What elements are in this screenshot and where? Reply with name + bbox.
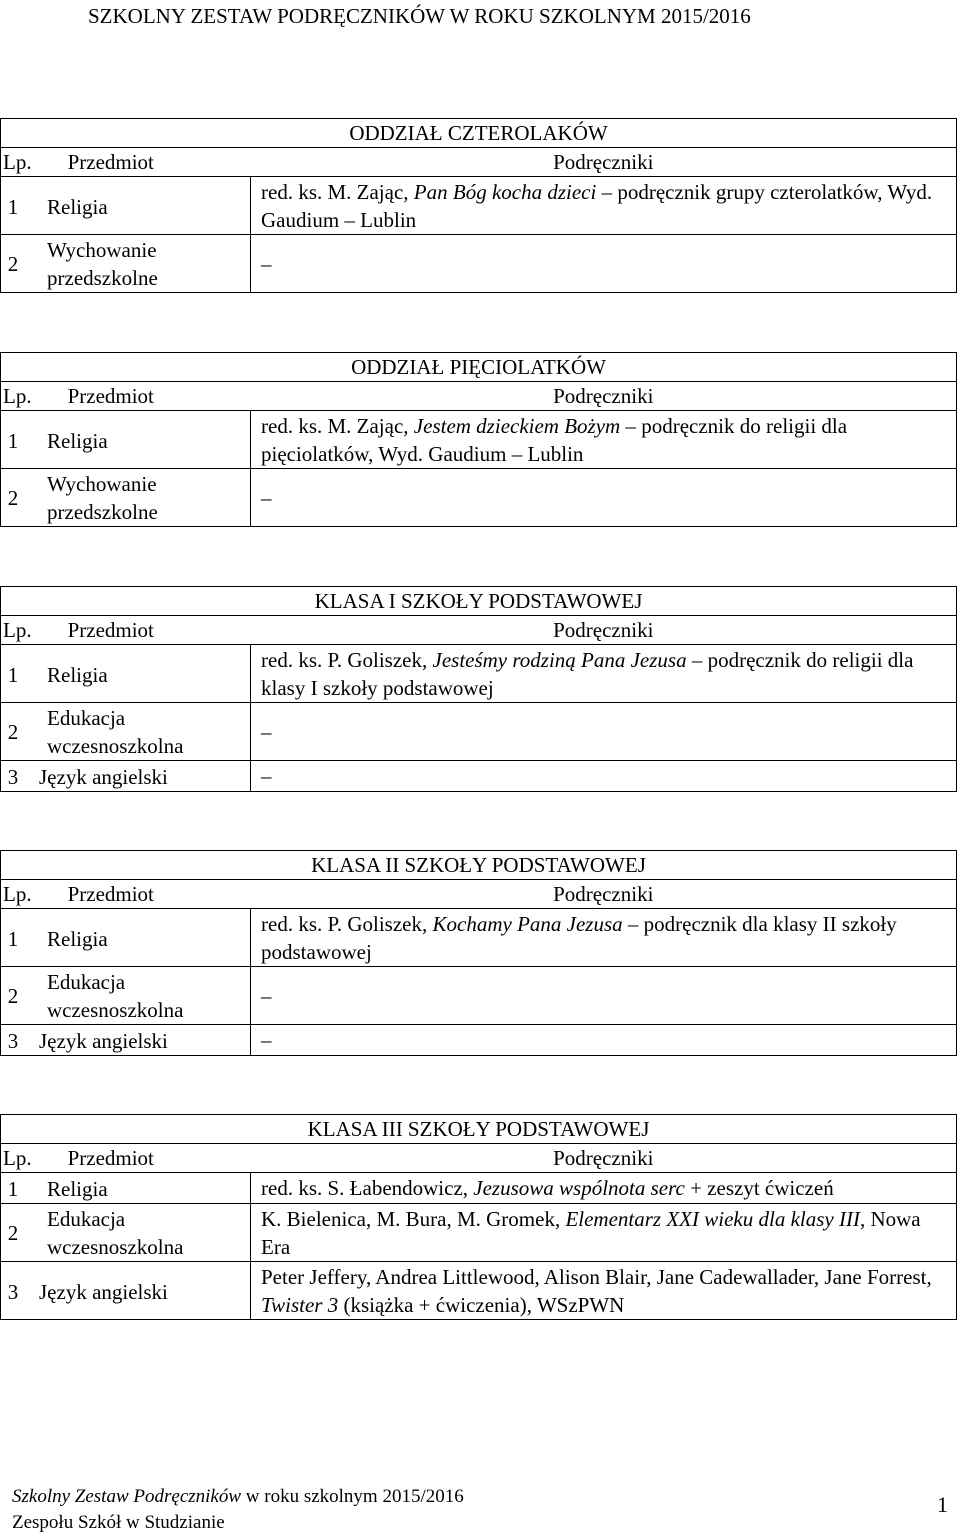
section-klasa-1 xyxy=(0,586,958,792)
page-number: 1 xyxy=(937,1492,948,1517)
row-number: 1 xyxy=(7,428,19,453)
table-row xyxy=(1,703,957,761)
row-subject: Religia xyxy=(47,194,108,219)
row-books: red. ks. M. Zając, Jestem dzieckiem Bożym – podręcznik do religii dla pięciolatków, Wyd. Gaudium – Lublin xyxy=(251,411,957,469)
table-row xyxy=(1,1025,957,1056)
row-number: 1 xyxy=(7,926,19,951)
header-lp: Lp. xyxy=(3,1146,32,1170)
row-number: 3 xyxy=(7,765,19,790)
row-books: red. ks. M. Zając, Pan Bóg kocha dzieci – podręcznik grupy czterolatków, Wyd. Gaudium – Lublin xyxy=(251,177,957,235)
row-subject: Język angielski xyxy=(39,765,168,790)
header-books: Podręczniki xyxy=(251,880,957,909)
header-lp: Lp. xyxy=(3,150,32,174)
section-title: KLASA II SZKOŁY PODSTAWOWEJ xyxy=(1,851,957,880)
header-subject: Przedmiot xyxy=(67,882,154,906)
header-books: Podręczniki xyxy=(251,616,957,645)
table-row xyxy=(1,909,957,967)
header-row xyxy=(1,616,957,645)
header-subject: Przedmiot xyxy=(67,1146,154,1170)
section-title: KLASA I SZKOŁY PODSTAWOWEJ xyxy=(1,587,957,616)
footer-line-1: Szkolny Zestaw Podręczników w roku szkolnym 2015/2016 xyxy=(12,1486,464,1507)
row-number: 1 xyxy=(7,1177,19,1202)
section-title: ODDZIAŁ CZTEROLAKÓW xyxy=(1,119,957,148)
table-row xyxy=(1,967,957,1025)
row-books: red. ks. P. Goliszek, Kochamy Pana Jezusa – podręcznik dla klasy II szkoły podstawowej xyxy=(251,909,957,967)
header-books: Podręczniki xyxy=(251,1144,957,1173)
section-pieciolatki xyxy=(0,352,958,527)
row-subject: Edukacja wczesnoszkolna xyxy=(47,705,184,758)
row-books: – xyxy=(251,469,957,527)
row-subject: Język angielski xyxy=(39,1029,168,1054)
row-books: – xyxy=(251,761,957,792)
row-books: – xyxy=(251,1025,957,1056)
row-books: red. ks. P. Goliszek, Jesteśmy rodziną Pana Jezusa – podręcznik do religii dla klasy I szkoły podstawowej xyxy=(251,645,957,703)
header-row xyxy=(1,382,957,411)
table-row xyxy=(1,1262,957,1320)
row-number: 2 xyxy=(7,485,19,510)
row-books: Peter Jeffery, Andrea Littlewood, Alison Blair, Jane Cadewallader, Jane Forrest, Twister 3 (książka + ćwiczenia), WSzPWN xyxy=(251,1262,957,1320)
header-row xyxy=(1,148,957,177)
header-row xyxy=(1,880,957,909)
row-number: 2 xyxy=(7,719,19,744)
row-books: K. Bielenica, M. Bura, M. Gromek, Elementarz XXI wieku dla klasy III, Nowa Era xyxy=(251,1204,957,1262)
header-subject: Przedmiot xyxy=(67,384,154,408)
row-books: red. ks. S. Łabendowicz, Jezusowa wspólnota serc + zeszyt ćwiczeń xyxy=(251,1173,957,1204)
row-number: 3 xyxy=(7,1279,19,1304)
table-row xyxy=(1,411,957,469)
row-number: 1 xyxy=(7,194,19,219)
row-books: – xyxy=(251,703,957,761)
header-subject: Przedmiot xyxy=(67,150,154,174)
row-books: – xyxy=(251,235,957,293)
row-subject: Religia xyxy=(47,926,108,951)
row-number: 2 xyxy=(7,1220,19,1245)
table-row xyxy=(1,645,957,703)
section-czterolatki xyxy=(0,118,958,293)
row-subject: Język angielski xyxy=(39,1279,168,1304)
section-klasa-3 xyxy=(0,1114,958,1320)
footer-line-2: Zespołu Szkół w Studzianie xyxy=(12,1512,225,1533)
table-row xyxy=(1,177,957,235)
row-subject: Wychowanie przedszkolne xyxy=(47,471,158,524)
section-title: KLASA III SZKOŁY PODSTAWOWEJ xyxy=(1,1115,957,1144)
header-row xyxy=(1,1144,957,1173)
header-lp: Lp. xyxy=(3,618,32,642)
row-number: 2 xyxy=(7,251,19,276)
row-subject: Edukacja wczesnoszkolna xyxy=(47,969,184,1022)
table-row xyxy=(1,235,957,293)
row-subject: Religia xyxy=(47,428,108,453)
header-subject: Przedmiot xyxy=(67,618,154,642)
row-number: 2 xyxy=(7,983,19,1008)
row-subject: Wychowanie przedszkolne xyxy=(47,237,158,290)
row-subject: Religia xyxy=(47,1177,108,1202)
header-lp: Lp. xyxy=(3,882,32,906)
section-title: ODDZIAŁ PIĘCIOLATKÓW xyxy=(1,353,957,382)
table-row xyxy=(1,761,957,792)
row-subject: Religia xyxy=(47,662,108,687)
row-number: 1 xyxy=(7,662,19,687)
row-books: – xyxy=(251,967,957,1025)
table-row xyxy=(1,469,957,527)
section-klasa-2 xyxy=(0,850,958,1056)
table-row xyxy=(1,1173,957,1204)
row-subject: Edukacja wczesnoszkolna xyxy=(47,1206,184,1259)
row-number: 3 xyxy=(7,1029,19,1054)
header-lp: Lp. xyxy=(3,384,32,408)
footer xyxy=(12,1484,464,1536)
header-books: Podręczniki xyxy=(251,148,957,177)
table-row xyxy=(1,1204,957,1262)
page-title: SZKOLNY ZESTAW PODRĘCZNIKÓW W ROKU SZKOLNYM 2015/2016 xyxy=(88,4,751,28)
header-books: Podręczniki xyxy=(251,382,957,411)
